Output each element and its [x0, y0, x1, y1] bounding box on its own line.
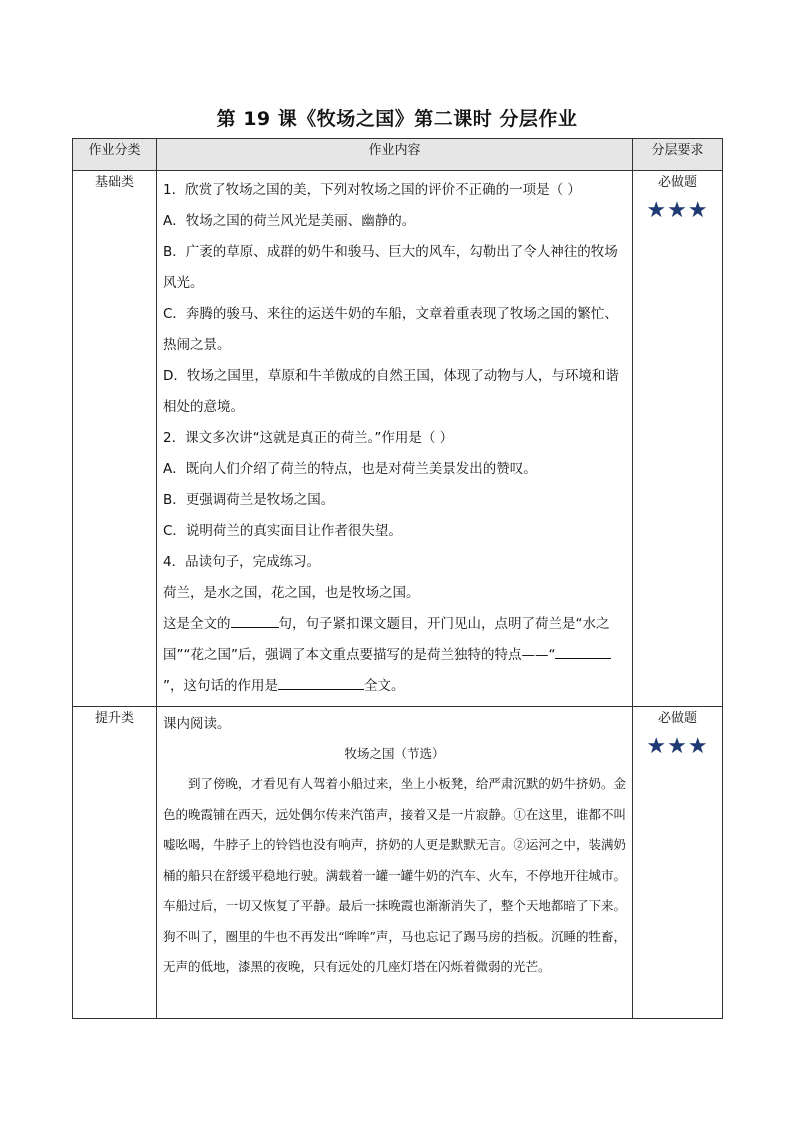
question-2: 2．课文多次讲“这就是真正的荷兰。”作用是（ ）: [163, 430, 454, 446]
content-advanced: [157, 707, 633, 1019]
q2-option-b: B．更强调荷兰是牧场之国。: [163, 492, 335, 508]
category-basic: 基础类: [73, 171, 157, 707]
reading-intro: 课内阅读。: [163, 716, 231, 732]
homework-table: [72, 138, 723, 1019]
answer-blank-3[interactable]: [278, 688, 364, 690]
table-header-row: [73, 139, 723, 171]
table-row-basic: [73, 171, 723, 707]
fill-in-exercise: [163, 609, 626, 702]
fill-text-3: “: [548, 647, 556, 663]
header-content: 作业内容: [157, 139, 633, 171]
passage-title: 牧场之国（节选）: [344, 746, 445, 761]
q1-option-b: B．广袤的草原、成群的奶牛和骏马、巨大的风车，勾勒出了令人神往的牧场风光。: [163, 244, 618, 291]
header-category: 作业分类: [73, 139, 157, 171]
fill-text-4: ”，这句话的作用是: [163, 678, 278, 694]
answer-blank-2[interactable]: [555, 657, 611, 659]
category-advanced: 提升类: [73, 707, 157, 1019]
question-1: 1．欣赏了牧场之国的美，下列对牧场之国的评价不正确的一项是（ ）: [163, 182, 581, 198]
page-title: 第 19 课《牧场之国》第二课时 分层作业: [216, 108, 578, 130]
requirement-label: 必做题: [657, 175, 697, 190]
quoted-sentence: 荷兰，是水之国，花之国，也是牧场之国。: [163, 585, 420, 601]
q2-option-a: A．既向人们介绍了荷兰的特点，也是对荷兰美景发出的赞叹。: [163, 461, 537, 477]
header-requirement: 分层要求: [633, 139, 723, 171]
requirement-advanced: [633, 707, 723, 1019]
fill-text-5: 全文。: [364, 678, 405, 694]
table-row-advanced: [73, 707, 723, 1019]
q1-option-d: D．牧场之国里，草原和牛羊傲成的自然王国，体现了动物与人，与环境和谐相处的意境。: [163, 368, 619, 415]
requirement-label: 必做题: [657, 711, 697, 726]
passage-text: 到了傍晚，才看见有人驾着小船过来，坐上小板凳，给严肃沉默的奶牛挤奶。金色的晚霞铺在西天，远处偶尔传来汽笛声，接着又是一片寂静。①在这里，谁都不叫嘘吆喝，牛脖子上的铃铛也没有响声，挤奶的人更是默默无言。②运河之中，装满奶桶的船只在舒缓平稳地行驶。满载着一罐一罐牛奶的汽车、火车，不停地开往城市。车船过后，一切又恢复了平静。最后一抹晚霞也渐渐消失了，整个天地都暗了下来。狗不叫了，圈里的牛也不再发出“哞哞”声，马也忘记了踢马房的挡板。沉睡的牲畜，无声的低地，漆黑的夜晚，只有远处的几座灯塔在闪烁着微弱的光芒。: [163, 776, 626, 974]
question-4: 4．品读句子，完成练习。: [163, 554, 321, 570]
q1-option-a: A．牧场之国的荷兰风光是美丽、幽静的。: [163, 213, 416, 229]
content-basic: [157, 171, 633, 707]
q2-option-c: C．说明荷兰的真实面目让作者很失望。: [163, 523, 402, 539]
fill-text-2: 句，句子紧扣课文题目，开门见山，点明了荷兰是“水之国”“花之国”后，强调了本文重点要描写的是荷兰独特的特点——: [163, 616, 610, 663]
star-rating-icon: ★★★: [646, 734, 709, 759]
star-rating-icon: ★★★: [646, 198, 709, 223]
q1-option-c: C．奔腾的骏马、来往的运送牛奶的车船，文章着重表现了牧场之国的繁忙、热闹之景。: [163, 306, 618, 353]
answer-blank-1[interactable]: [231, 626, 279, 628]
requirement-basic: [633, 171, 723, 707]
fill-text-1: 这是全文的: [163, 616, 231, 632]
